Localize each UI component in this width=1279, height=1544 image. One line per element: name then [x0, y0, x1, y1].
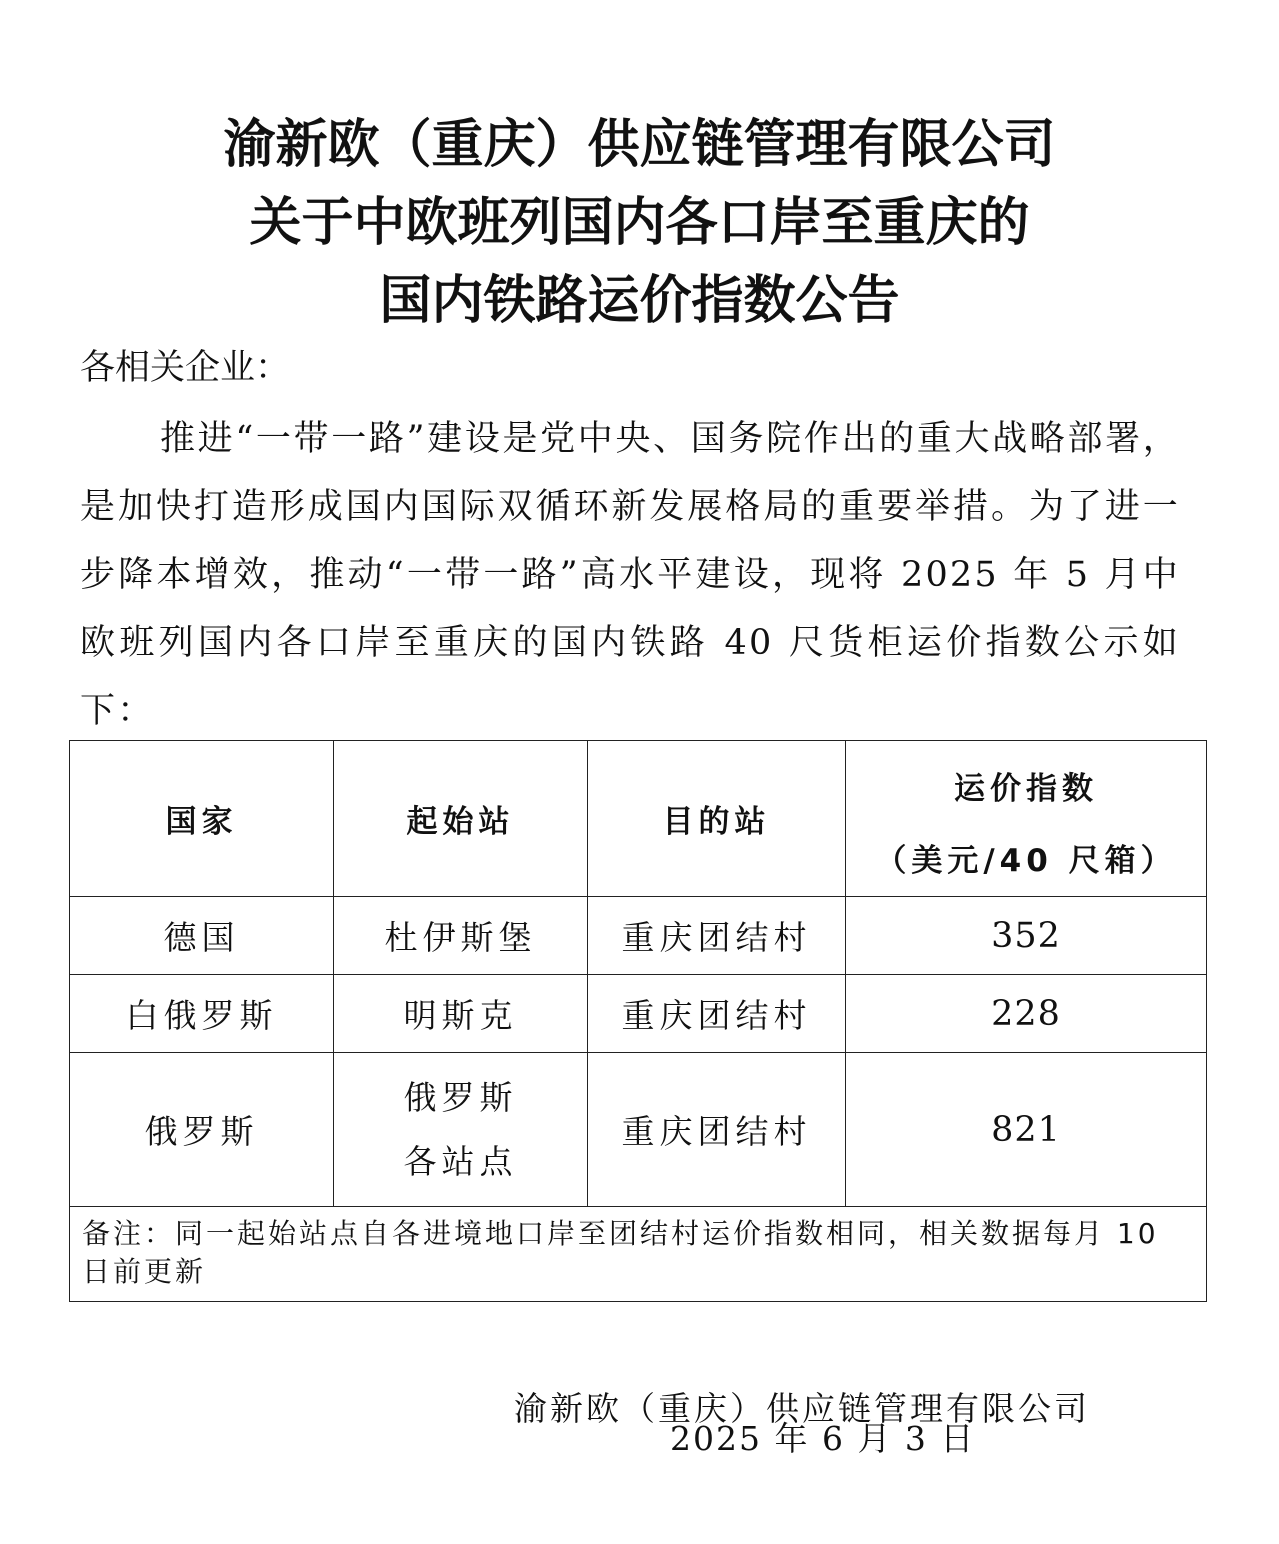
- cell-index: 352: [846, 897, 1207, 975]
- table-row: [70, 1053, 1207, 1207]
- title-line-2: 关于中欧班列国内各口岸至重庆的: [249, 193, 1030, 253]
- table-row: [70, 897, 1207, 975]
- signature-date: 2025 年 6 月 3 日: [670, 1419, 976, 1458]
- body-paragraph: 推进“一带一路”建设是党中央、国务院作出的重大战略部署，是加快打造形成国内国际双循环新发展格局的重要举措。为了进一步降本增效，推动“一带一路”高水平建设，现将 2025 年 5 月中欧班列国内各口岸至重庆的国内铁路 40 尺货柜运价指数公示如下：: [80, 419, 1180, 731]
- table-note: 备注：同一起始站点自各进境地口岸至团结村运价指数相同，相关数据每月 10 日前更新: [70, 1207, 1207, 1302]
- header-index: [846, 741, 1207, 897]
- cell-destination: 重庆团结村: [588, 975, 846, 1053]
- cell-country: 俄罗斯: [70, 1053, 334, 1207]
- cell-index: 821: [846, 1053, 1207, 1207]
- cell-origin-line-1: 俄罗斯: [403, 1077, 518, 1117]
- title-line-3: 国内铁路运价指数公告: [379, 271, 900, 331]
- cell-country: 德国: [70, 897, 334, 975]
- cell-origin: [334, 1053, 588, 1207]
- table-note-row: [70, 1207, 1207, 1302]
- table-row: [70, 975, 1207, 1053]
- cell-origin: 明斯克: [334, 975, 588, 1053]
- freight-index-table: [69, 740, 1207, 1302]
- cell-origin: 杜伊斯堡: [334, 897, 588, 975]
- cell-country: 白俄罗斯: [70, 975, 334, 1053]
- header-index-label: 运价指数: [954, 771, 1098, 807]
- cell-index: 228: [846, 975, 1207, 1053]
- salutation: 各相关企业：: [80, 348, 291, 388]
- title-line-1: 渝新欧（重庆）供应链管理有限公司: [223, 115, 1056, 175]
- document-title: [0, 106, 1279, 340]
- signature-company: 渝新欧（重庆）供应链管理有限公司: [514, 1389, 1090, 1428]
- header-origin: 起始站: [334, 741, 588, 897]
- cell-origin-line-2: 各站点: [403, 1141, 518, 1181]
- cell-destination: 重庆团结村: [588, 1053, 846, 1207]
- table-header-row: [70, 741, 1207, 897]
- cell-destination: 重庆团结村: [588, 897, 846, 975]
- header-index-unit: （美元/40 尺箱）: [875, 843, 1177, 879]
- header-country: 国家: [70, 741, 334, 897]
- header-destination: 目的站: [588, 741, 846, 897]
